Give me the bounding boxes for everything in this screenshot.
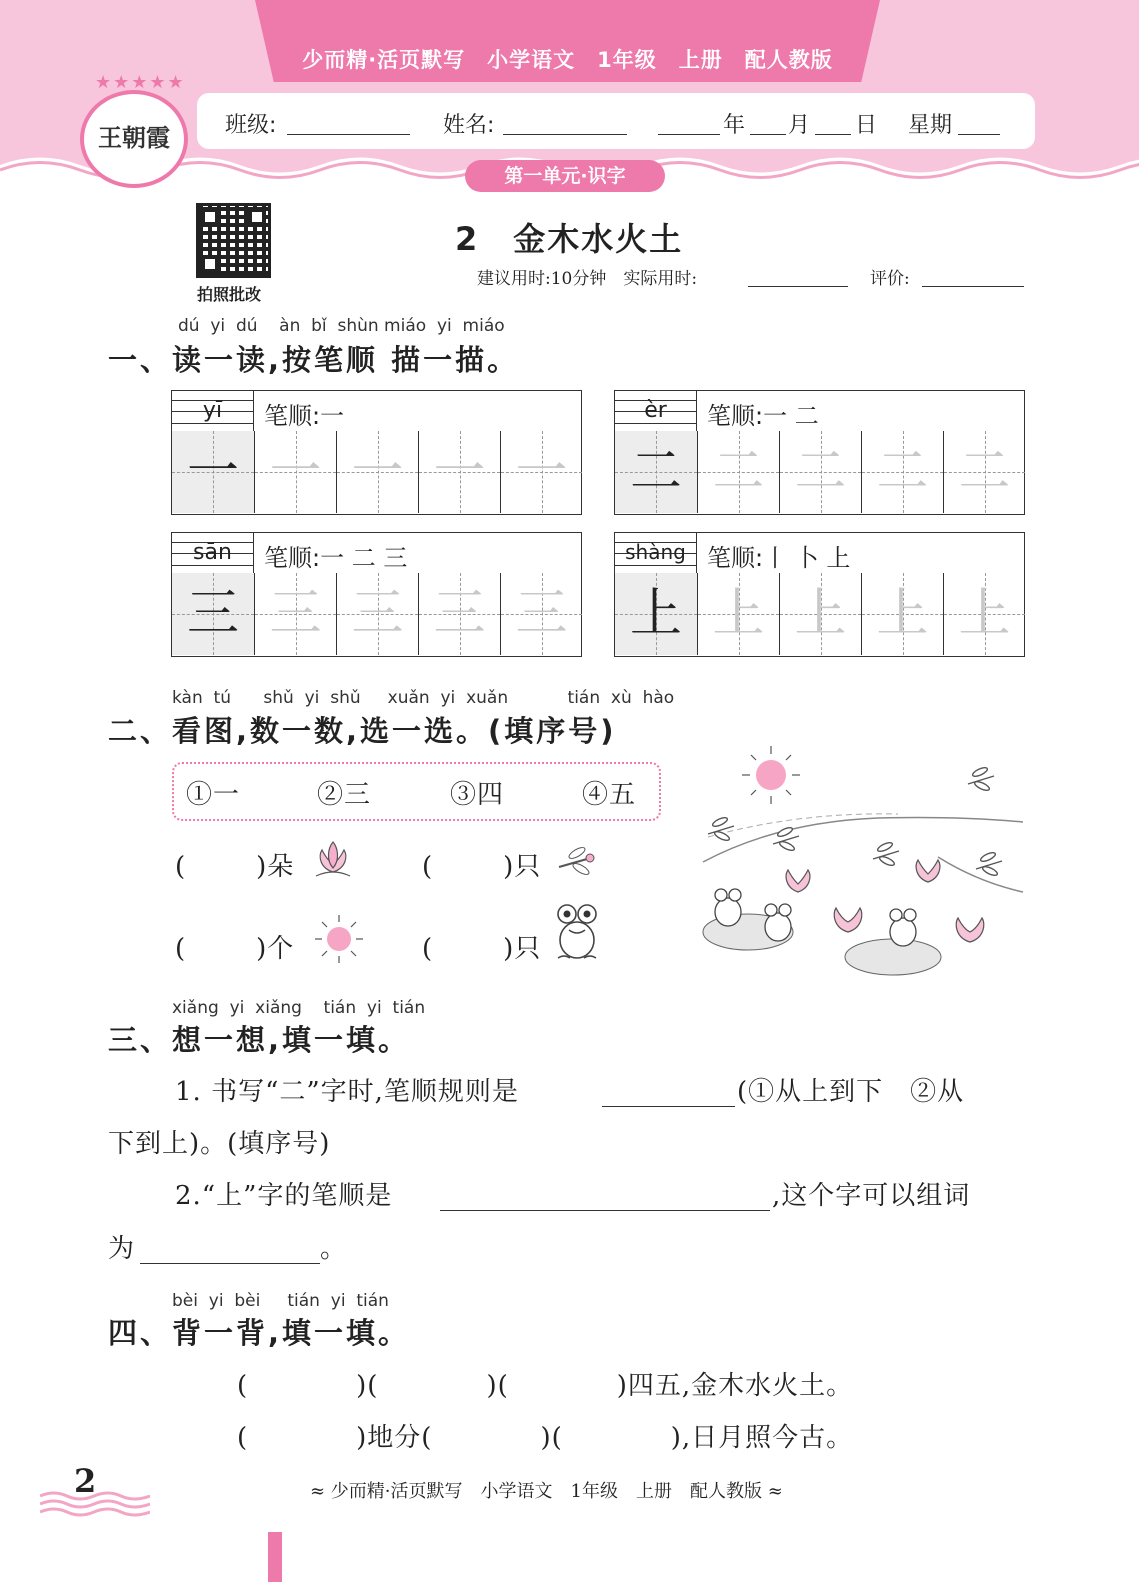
writing-grid-er [614, 390, 1025, 515]
footer-text: ≈ 少而精·活页默写 小学语文 1年级 上册 配人教版 ≈ [310, 1481, 783, 1502]
pinyin-box [615, 391, 697, 431]
footer-wave [40, 1488, 150, 1518]
section4-pinyin: bèi yi bèi tián yi tián [172, 1291, 389, 1311]
q1-blank[interactable] [602, 1106, 735, 1107]
year-blank[interactable] [658, 134, 720, 135]
trace-cell[interactable]: 上 [697, 573, 779, 655]
month-label: 月 [788, 113, 811, 138]
stroke-order: 丨 卜 上 [763, 544, 851, 572]
q2-line2: 为 [108, 1234, 136, 1264]
class-blank[interactable] [287, 134, 410, 135]
pinyin-text: shàng [625, 540, 686, 564]
trace-cell[interactable]: 一 [418, 431, 500, 513]
qr-caption: 拍照批改 [197, 285, 262, 304]
model-char: 三 [186, 584, 239, 644]
section3-title: 三、想一想,填一填。 [108, 1023, 411, 1057]
option-3: ③四 [450, 780, 505, 810]
section1-title: 一、读一读,按笔顺 描一描。 [108, 343, 520, 377]
bishun-label: 笔顺: [707, 544, 764, 572]
q1-options: (①从上到下 ②从 [737, 1077, 965, 1107]
unit-tab: 第一单元·识字 [465, 160, 665, 192]
count-lotus: ( )朵 [175, 852, 295, 882]
pinyin-box [615, 533, 697, 573]
day-blank[interactable] [815, 134, 851, 135]
page-number: 2 [74, 1462, 97, 1500]
actual-time-blank[interactable] [748, 286, 848, 287]
count-sun: ( )个 [175, 934, 295, 964]
eval-blank[interactable] [922, 286, 1024, 287]
bishun-label: 笔顺: [264, 402, 321, 430]
section4-title: 四、背一背,填一填。 [108, 1316, 411, 1350]
time-label: 建议用时:10分钟 实际用时: [477, 269, 698, 289]
trace-cell[interactable]: 二 [779, 431, 861, 513]
recite-line-1: ( )( )( )四五,金木水火土。 [237, 1371, 854, 1401]
name-blank[interactable] [503, 134, 627, 135]
lesson-title: 2 金木水火土 [455, 220, 684, 258]
frog-icon [552, 900, 602, 964]
trace-cell[interactable]: 二 [943, 431, 1025, 513]
option-1: ①一 [186, 780, 241, 810]
stroke-order: 一 [320, 402, 345, 430]
trace-cell[interactable]: 一 [500, 431, 582, 513]
trace-cell[interactable]: 一 [336, 431, 418, 513]
qr-code-icon[interactable] [196, 203, 271, 278]
q1-line2: 下到上)。(填序号) [108, 1129, 331, 1159]
dragonfly-icon [555, 845, 601, 879]
trace-cell[interactable]: 三 [418, 573, 500, 655]
bishun-label: 笔顺: [264, 544, 321, 572]
section2-title: 二、看图,数一数,选一选。(填序号) [108, 714, 617, 748]
logo-stars: ★★★★★ [95, 72, 186, 93]
recite-line-2: ( )地分( )( ),日月照今古。 [237, 1423, 854, 1453]
model-char: 上 [629, 584, 682, 644]
logo-text: 王朝霞 [98, 123, 170, 152]
week-blank[interactable] [958, 134, 1000, 135]
footer-marker [268, 1532, 282, 1582]
eval-label: 评价: [870, 269, 910, 289]
options-box [172, 762, 661, 821]
pinyin-box [172, 533, 254, 573]
day-label: 日 [855, 113, 878, 138]
section1-pinyin: dú yi dú àn bǐ shùn miáo yi miáo [178, 316, 505, 336]
trace-cell[interactable]: 二 [697, 431, 779, 513]
sun-icon [312, 912, 366, 966]
stroke-order: 一 二 [763, 402, 819, 430]
pinyin-box [172, 391, 254, 431]
trace-cell[interactable]: 三 [254, 573, 336, 655]
trace-cell[interactable]: 一 [254, 431, 336, 513]
year-label: 年 [723, 113, 746, 138]
name-label: 姓名: [443, 113, 495, 138]
trace-cell[interactable]: 三 [336, 573, 418, 655]
week-label: 星期 [908, 113, 953, 138]
option-4: ④五 [582, 780, 637, 810]
q2-stroke-blank[interactable] [440, 1210, 770, 1211]
bishun-label: 笔顺: [707, 402, 764, 430]
q1-line1: 1. 书写“二”字时,笔顺规则是 [175, 1077, 519, 1107]
month-blank[interactable] [750, 134, 786, 135]
q2-end: 。 [320, 1234, 348, 1264]
trace-cell[interactable]: 上 [861, 573, 943, 655]
pond-illustration [698, 742, 1028, 982]
pinyin-text: èr [644, 398, 667, 423]
q2-line1-end: ,这个字可以组词 [772, 1181, 971, 1211]
writing-grid-shang [614, 532, 1025, 657]
lotus-icon [312, 838, 354, 880]
section3-pinyin: xiǎng yi xiǎng tián yi tián [172, 998, 426, 1018]
writing-grid-yi [171, 390, 582, 515]
section2-pinyin: kàn tú shǔ yi shǔ xuǎn yi xuǎn tián xù hào [172, 688, 675, 708]
q2-line1: 2.“上”字的笔顺是 [175, 1181, 393, 1211]
brand-logo [80, 90, 188, 188]
class-label: 班级: [225, 113, 277, 138]
q2-word-blank[interactable] [140, 1263, 320, 1264]
count-dragonfly: ( )只 [422, 852, 542, 882]
trace-cell[interactable]: 三 [500, 573, 582, 655]
model-char: 一 [186, 442, 239, 502]
pinyin-text: yī [202, 398, 223, 423]
count-frog: ( )只 [422, 934, 542, 964]
option-2: ②三 [317, 780, 372, 810]
trace-cell[interactable]: 上 [779, 573, 861, 655]
trace-cell[interactable]: 二 [861, 431, 943, 513]
model-char: 二 [629, 442, 682, 502]
stroke-order: 一 二 三 [320, 544, 408, 572]
series-title: 少而精·活页默写 小学语文 1年级 上册 配人教版 [302, 48, 833, 72]
trace-cell[interactable]: 上 [943, 573, 1025, 655]
pinyin-text: sān [193, 540, 232, 565]
writing-grid-san [171, 532, 582, 657]
